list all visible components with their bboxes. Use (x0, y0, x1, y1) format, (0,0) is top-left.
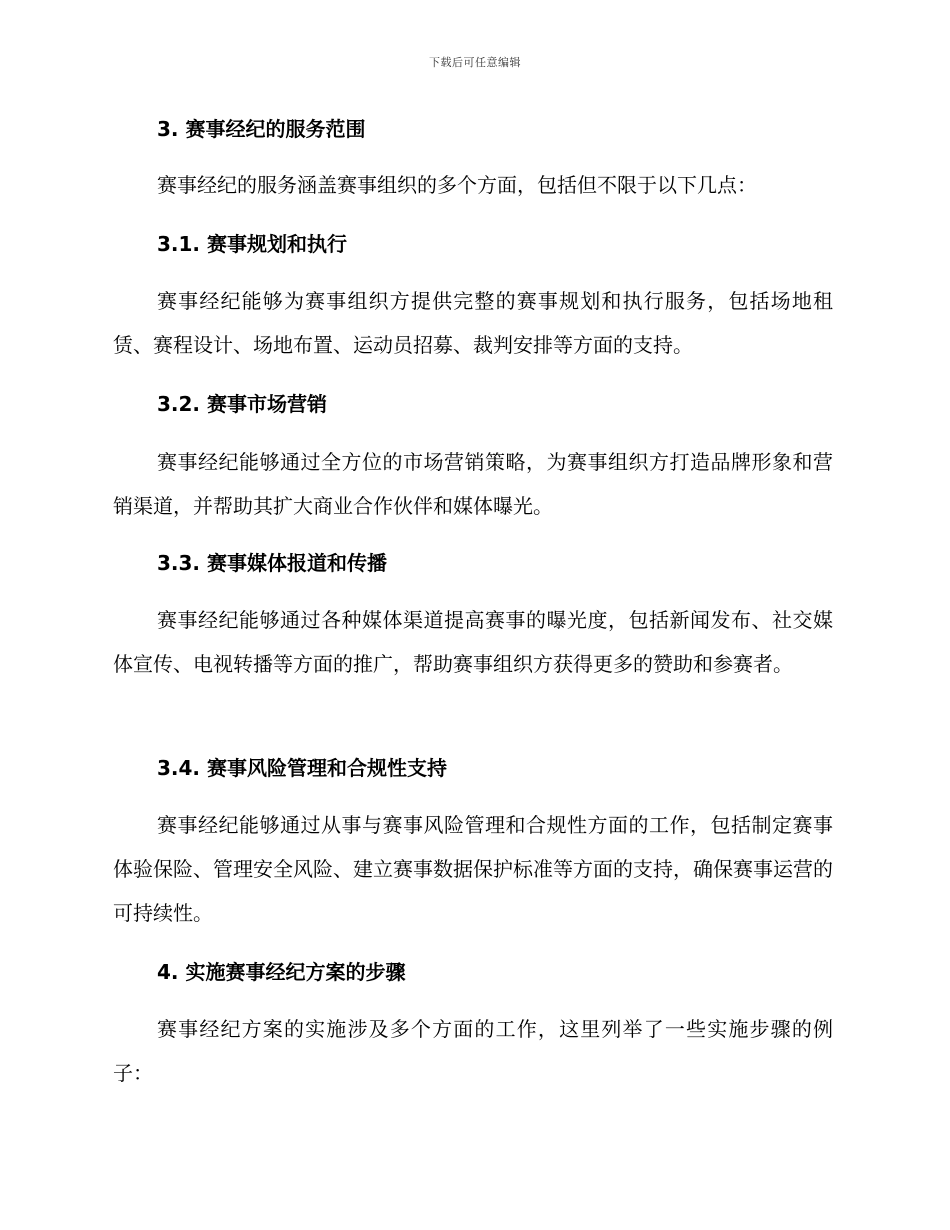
section-paragraph-3-4: 赛事经纪能够通过从事与赛事风险管理和合规性方面的工作，包括制定赛事体验保险、管理安全风险、建立赛事数据保护标准等方面的支持，确保赛事运营的可持续性。 (113, 813, 833, 925)
section-heading-3-3: 3.3. 赛事媒体报道和传播 (157, 551, 387, 575)
section-heading-4: 4. 实施赛事经纪方案的步骤 (157, 960, 406, 984)
section-paragraph-3-2: 赛事经纪能够通过全方位的市场营销策略，为赛事组织方打造品牌形象和营销渠道，并帮助其扩大商业合作伙伴和媒体曝光。 (113, 450, 833, 518)
section-heading-3-4: 3.4. 赛事风险管理和合规性支持 (157, 756, 447, 780)
section-paragraph-3: 赛事经纪的服务涵盖赛事组织的多个方面，包括但不限于以下几点： (157, 173, 757, 197)
section-paragraph-3-3: 赛事经纪能够通过各种媒体渠道提高赛事的曝光度，包括新闻发布、社交媒体宣传、电视转播等方面的推广，帮助赛事组织方获得更多的赞助和参赛者。 (113, 608, 833, 676)
section-heading-3-2: 3.2. 赛事市场营销 (157, 392, 327, 416)
page-header: 下载后可任意编辑 (429, 56, 521, 69)
section-paragraph-3-1: 赛事经纪能够为赛事组织方提供完整的赛事规划和执行服务，包括场地租赁、赛程设计、场地布置、运动员招募、裁判安排等方面的支持。 (113, 289, 833, 357)
section-heading-3: 3. 赛事经纪的服务范围 (157, 117, 366, 141)
section-paragraph-4: 赛事经纪方案的实施涉及多个方面的工作，这里列举了一些实施步骤的例子： (113, 1017, 833, 1085)
section-heading-3-1: 3.1. 赛事规划和执行 (157, 232, 347, 256)
